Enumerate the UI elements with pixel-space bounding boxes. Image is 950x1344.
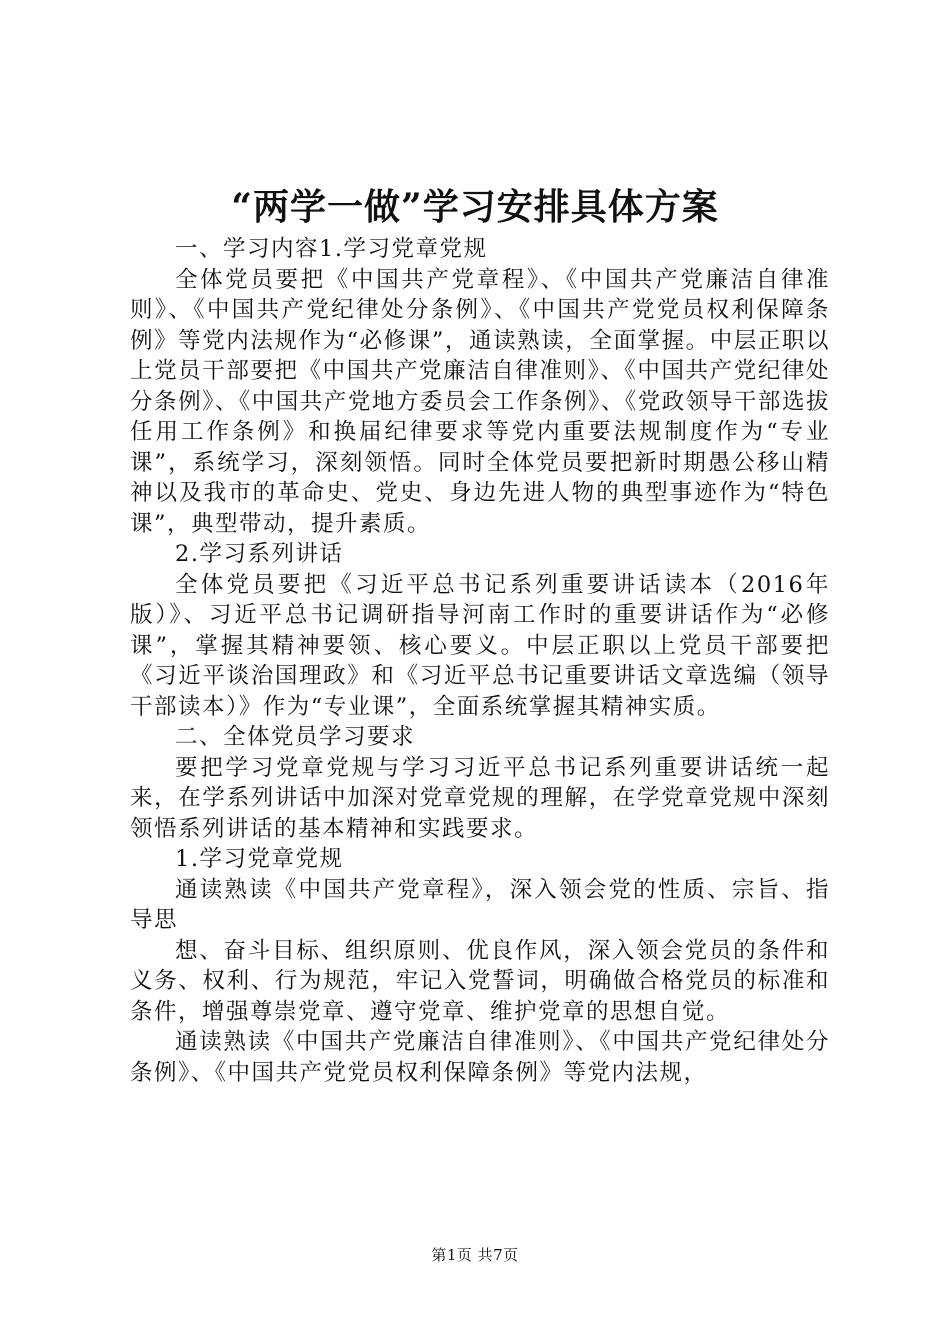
paragraph-party-rules: 全体党员要把《中国共产党章程》、《中国共产党廉洁自律准则》、《中国共产党纪律处分条例》、《中国共产党党员权利保障条例》等党内法规作为“必修课”，通读熟读，全面掌握。中层正职以上党员干部要把《中国共产党廉洁自律准则》、《中国共产党纪律处分条例》、《中国共产党地方委员会工作条例》、《党政领导干部选拔任用工作条例》和换届纪律要求等党内重要法规制度作为“专业课”，系统学习，深刻领悟。同时全体党员要把新时期愚公移山精神以及我市的革命史、党史、身边先进人物的典型事迹作为“特色课”，典型带动，提升素质。: [130, 266, 830, 537]
subheading-series-speeches: 2.学习系列讲话: [175, 541, 344, 567]
paragraph-constitution-continued: 想、奋斗目标、组织原则、优良作风，深入领会党员的条件和义务、权利、行为规范，牢记入党誓词，明确做合格党员的标准和条件，增强尊崇党章、遵守党章、维护党章的思想自觉。: [130, 937, 830, 1025]
subheading-party-rules: 1.学习党章党规: [175, 846, 344, 872]
section-heading-requirements: 二、全体党员学习要求: [175, 724, 416, 750]
paragraph-read-regulations: 通读熟读《中国共产党廉洁自律准则》、《中国共产党纪律处分条例》、《中国共产党党员权利保障条例》等党内法规，: [130, 1029, 830, 1086]
document-body: [130, 234, 830, 1088]
paragraph-series-speeches: 全体党员要把《习近平总书记系列重要讲话读本（2016年版）》、习近平总书记调研指导河南工作时的重要讲话作为“必修课”，掌握其精神要领、核心要义。中层正职以上党员干部要把《习近平谈治国理政》和《习近平总书记重要讲话文章选编（领导干部读本）》作为“专业课”，全面系统掌握其精神实质。: [130, 571, 830, 720]
paragraph-requirements: 要把学习党章党规与学习习近平总书记系列重要讲话统一起来，在学系列讲话中加深对党章党规的理解，在学党章党规中深刻领悟系列讲话的基本精神和实践要求。: [130, 754, 830, 842]
paragraph-read-constitution: 通读熟读《中国共产党章程》，深入领会党的性质、宗旨、指导思: [130, 876, 830, 933]
document-title: “两学一做”学习安排具体方案: [231, 186, 719, 228]
section-heading-learning-content: 一、学习内容1.学习党章党规: [175, 236, 488, 262]
page-number-footer: 第1页 共7页: [431, 1246, 519, 1264]
